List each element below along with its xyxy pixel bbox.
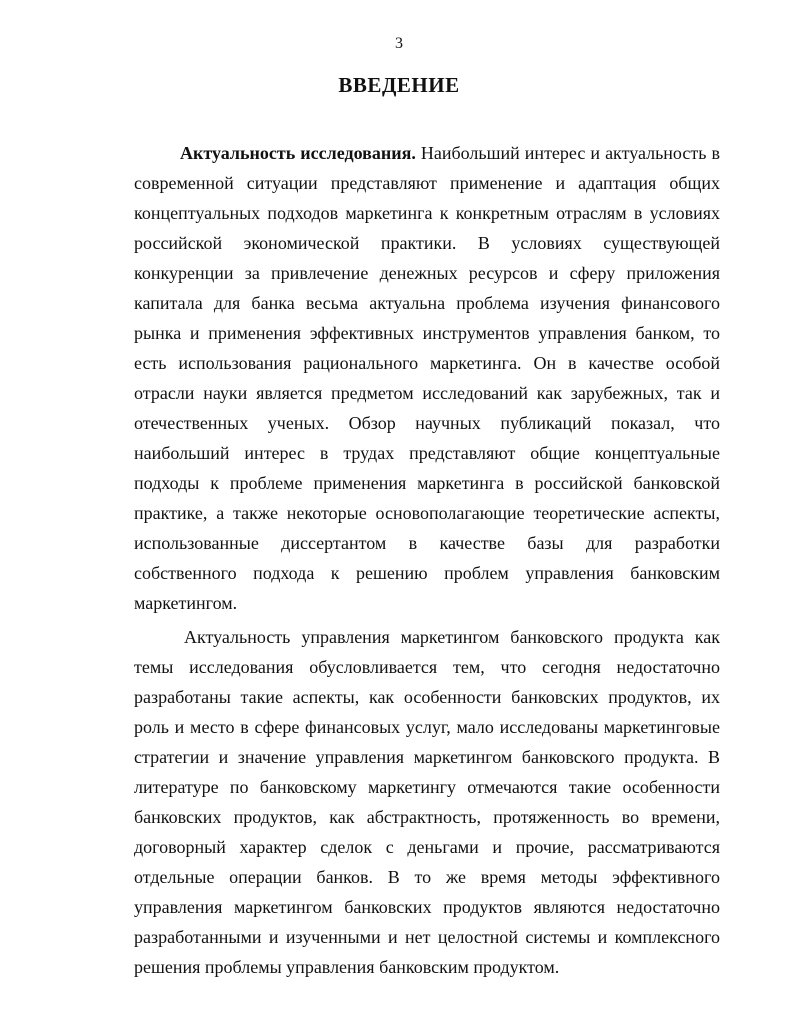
paragraph-topic-relevance <box>134 622 720 982</box>
page-number: 3 <box>395 35 403 52</box>
document-body <box>134 138 720 982</box>
page-title: ВВЕДЕНИЕ <box>338 73 460 97</box>
paragraph-lead-heading: Актуальность исследования. <box>180 143 416 163</box>
paragraph-relevance <box>134 138 720 618</box>
paragraph-text: Актуальность управления маркетингом банковского продукта как темы исследования обусловливается тем, что сегодня недостаточно разработаны такие аспекты, как особенности банковских продуктов, их роль и место в сфере финансовых услуг, мало исследованы маркетинговые стратегии и значение управления маркетингом банковского продукта. В литературе по банковскому маркетингу отмечаются такие особенности банковских продуктов, как абстрактность, протяженность во времени, договорный характер сделок с деньгами и прочие, рассматриваются отдельные операции банков. В то же время методы эффективного управления маркетингом банковских продуктов являются недостаточно разработанными и изученными и нет целостной системы и комплексного решения проблемы управления банковским продуктом. <box>134 627 720 977</box>
paragraph-text: Наибольший интерес и актуальность в современной ситуации представляют применение и адаптация общих концептуальных подходов маркетинга к конкретным отраслям в условиях российской экономической практики. В условиях существующей конкуренции за привлечение денежных ресурсов и сферу приложения капитала для банка весьма актуальна проблема изучения финансового рынка и применения эффективных инструментов управления банком, то есть использования рационального маркетинга. Он в качестве особой отрасли науки является предметом исследований как зарубежных, так и отечественных ученых. Обзор научных публикаций показал, что наибольший интерес в трудах представляют общие концептуальные подходы к проблеме применения маркетинга в российской банковской практике, а также некоторые основополагающие теоретические аспекты, использованные диссертантом в качестве базы для разработки собственного подхода к решению проблем управления банковским маркетингом. <box>134 143 720 613</box>
